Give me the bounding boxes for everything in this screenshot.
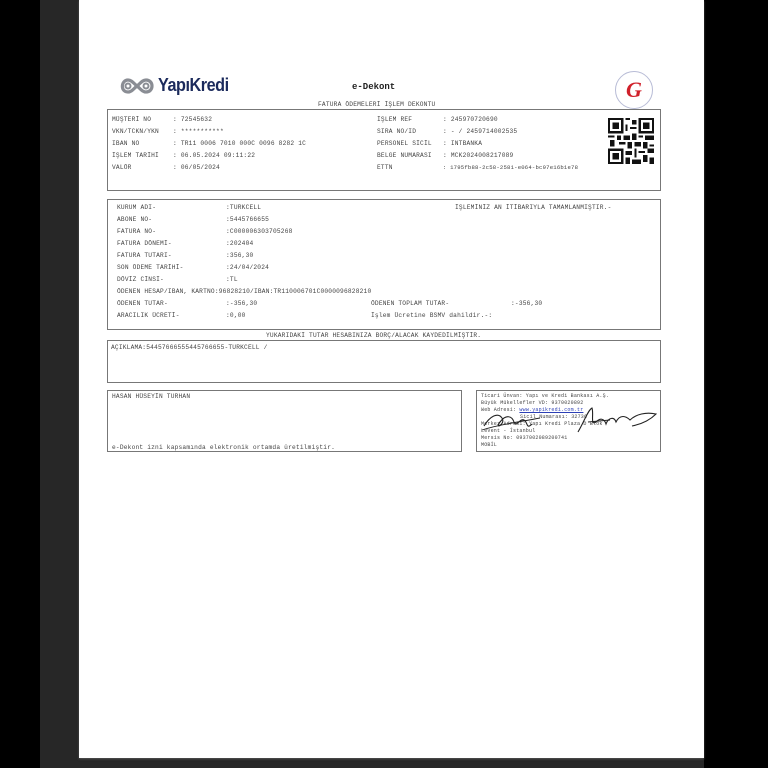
qr-code-icon[interactable] — [608, 118, 654, 164]
detail-label: FATURA TUTARI- — [117, 252, 172, 259]
detail-label: FATURA DÖNEMİ- — [117, 240, 172, 247]
detail-label: ABONE NO- — [117, 216, 153, 223]
detail-value: :356,30 — [226, 252, 254, 259]
description-text: AÇIKLAMA:54457666555445766655-TURKCELL / — [111, 344, 268, 351]
info-value: : TR11 0006 7010 000C 0096 8282 1C — [173, 140, 307, 147]
info-value: : 06.05.2024 09:11:22 — [173, 152, 256, 159]
info-value: : *********** — [173, 128, 224, 135]
transaction-status: İŞLEMİNİZ AN İTİBARIYLA TAMAMLANMIŞTIR.- — [455, 204, 612, 211]
debit-credit-caption: YUKARIDAKİ TUTAR HESABINIZA BORÇ/ALACAK KAYDEDİLMİŞTİR. — [266, 332, 482, 339]
detail-value: :TURKCELL — [226, 204, 262, 211]
fee-label: ARACILIK ÜCRETİ- — [117, 312, 180, 319]
paid-amount-label: ÖDENEN TUTAR- — [117, 300, 168, 307]
detail-label: DÖVİZ CİNSİ- — [117, 276, 164, 283]
detail-value: :202404 — [226, 240, 254, 247]
detail-value: :C000006303705268 — [226, 228, 293, 235]
info-label: ETTN — [377, 164, 393, 171]
info-label: İŞLEM REF — [377, 116, 413, 123]
bank-info-line: Ticari Ünvan: Yapı ve Kredi Bankası A.Ş. — [481, 393, 610, 399]
web-address-label: Web Adresi: — [481, 407, 517, 413]
web-link[interactable]: www.yapikredi.com.tr — [519, 407, 584, 413]
detail-value: :TL — [226, 276, 238, 283]
electronic-notice: e-Dekont izni kapsamında elektronik ortamda üretilmiştir. — [112, 444, 336, 451]
paid-amount-value: :-356,30 — [226, 300, 258, 307]
customer-name: HASAN HÜSEYİN TURHAN — [112, 393, 191, 400]
bsmv-note: İşlem Ücretine BSMV dahildir.-: — [371, 312, 493, 319]
info-label: PERSONEL SİCİL — [377, 140, 432, 147]
bank-info-line: Levent - İstanbul — [481, 428, 536, 434]
bank-name: YapıKredi — [158, 75, 229, 95]
info-value: : INTBANKA — [443, 140, 483, 147]
document-title: e-Dekont — [352, 82, 396, 92]
certification-seal-icon — [615, 71, 653, 109]
info-value: : 1795fb88-2c58-2581-e064-bc97e16b1e78 — [443, 164, 579, 171]
info-label: BELGE NUMARASI — [377, 152, 432, 159]
info-label: IBAN NO — [112, 140, 140, 147]
yapikredi-logo — [118, 75, 237, 96]
detail-label: KURUM ADI- — [117, 204, 157, 211]
bank-info-line: MOBİL — [481, 442, 498, 448]
info-row — [112, 116, 151, 123]
paid-account-line: ÖDENEN HESAP/IBAN, KARTNO:96828210/IBAN:TR110006701C0000096828210 — [117, 288, 372, 295]
detail-value: :5445766655 — [226, 216, 270, 223]
info-label: SIRA NO/ID — [377, 128, 417, 135]
bank-info-line: Büyük Mükellefler VD: 9370020892 — [481, 400, 584, 406]
payment-details-box — [107, 199, 661, 330]
info-label: VKN/TCKN/YKN — [112, 128, 159, 135]
info-label: VALÖR — [112, 164, 132, 171]
total-amount-label: ÖDENEN TOPLAM TUTAR- — [371, 300, 450, 307]
bank-info-line: Sicil Numarası: 32736 — [520, 414, 588, 420]
info-value: : MCK2024008217089 — [443, 152, 514, 159]
bank-info-line: Merkez Adresi: Yapı Kredi Plaza D Blok — [481, 421, 603, 427]
info-value: : 245970720690 — [443, 116, 498, 123]
yapikredi-logo-icon — [118, 77, 156, 95]
detail-label: FATURA NO- — [117, 228, 157, 235]
seal-letter: G — [622, 78, 646, 102]
fee-value: :0,00 — [226, 312, 246, 319]
document-subtitle: FATURA ÖDEMELERİ İŞLEM DEKONTU — [318, 101, 436, 108]
detail-value: :24/04/2024 — [226, 264, 270, 271]
info-value: : - / 2459714002535 — [443, 128, 518, 135]
bank-info-line: Mersis No: 0937002089200741 — [481, 435, 568, 441]
total-amount-value: :-356,30 — [511, 300, 543, 307]
detail-label: SON ÖDEME TARİHİ- — [117, 264, 184, 271]
info-label: İŞLEM TARİHİ — [112, 152, 159, 159]
info-label: MÜŞTERİ NO — [112, 116, 152, 123]
signature-icon — [480, 404, 660, 436]
info-value: : 72545632 — [173, 116, 213, 123]
info-value: : 06/05/2024 — [173, 164, 220, 171]
